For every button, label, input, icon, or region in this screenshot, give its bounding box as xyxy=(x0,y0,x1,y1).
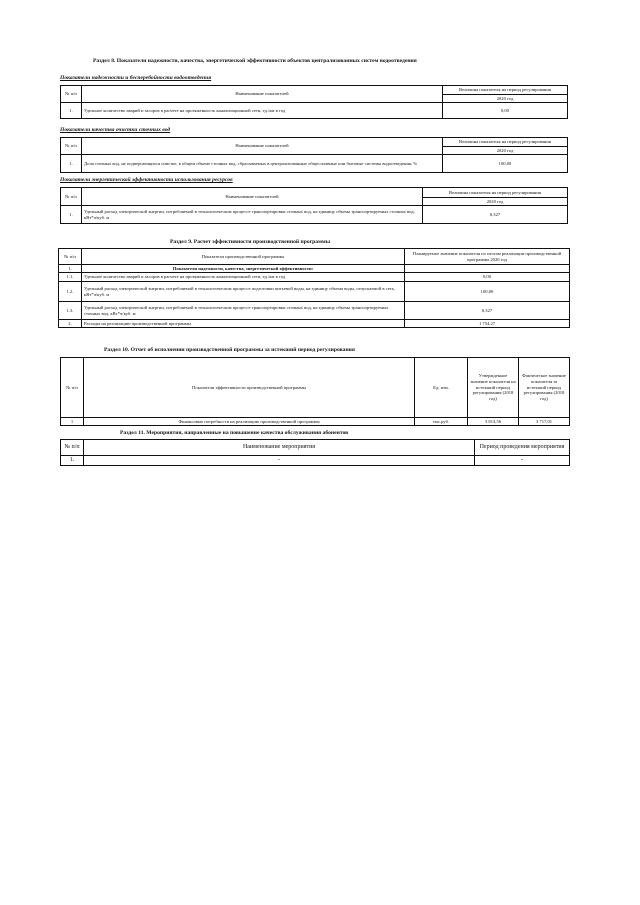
row-value xyxy=(405,265,570,273)
reliability-table xyxy=(60,85,568,119)
col-num-header: № п/п xyxy=(61,358,84,418)
col-num-header: № п/п xyxy=(61,86,82,103)
row-value: 100,00 xyxy=(405,282,570,302)
row-name: Доля сточных вод, не подвергающихся очистке, в общем объеме сточных вод, сбрасываемых в централизованные общесплавные или бытовые системы водоотведения, % xyxy=(82,155,443,173)
col-period-header: Период проведения мероприятия xyxy=(475,440,570,456)
row-num: 1. xyxy=(61,456,84,466)
col-num-header: № п/п xyxy=(61,138,82,155)
row-name: Показатели надежности, качества, энергетической эффективности: xyxy=(82,265,405,273)
table-row xyxy=(59,273,570,282)
col-num-header: № п/п xyxy=(59,249,82,265)
section-10-title: Раздел 10. Отчет об исполнении производственной программы за истекший период регулирования xyxy=(104,347,355,353)
col-name-header: Наименование показателей xyxy=(82,86,443,103)
col-num-header: № п/п xyxy=(61,440,84,456)
row-name: - xyxy=(84,456,475,466)
row-approved: 3 813,56 xyxy=(468,418,519,426)
row-value: 0,00 xyxy=(405,273,570,282)
table-row xyxy=(59,282,570,302)
col-name-header: Наименование показателей xyxy=(82,188,423,206)
year-header: 2020 год xyxy=(423,198,568,206)
row-name: Удельный расход электрической энергии, потребляемой в технологическом процессе транспортировки сточных вод, на единицу объема транспортируемых сточных вод, кВт*ч/куб. м xyxy=(82,302,405,320)
year-header: 2020 год xyxy=(443,147,568,155)
section-11-title: Раздел 11. Мероприятия, направленные на повышение качества обслуживания абонентов xyxy=(120,430,349,436)
row-name: Финансовые потребности на реализацию производственной программы xyxy=(84,418,415,426)
col-name-header: Наименование показателей xyxy=(82,138,443,155)
table-row xyxy=(61,103,568,119)
row-num: 1. xyxy=(61,103,82,119)
table-row xyxy=(59,302,570,320)
energy-subtitle: Показатели энергетической эффективности использования ресурсов xyxy=(60,177,233,183)
row-name: Удельный расход электрической энергии, потребляемой в технологическом процессе транспортировки сточных вод, на единицу объема транспортируемых сточных вод, кВт*ч/куб. м xyxy=(82,206,423,224)
row-period: - xyxy=(475,456,570,466)
row-num: 1. xyxy=(61,206,82,224)
table-row xyxy=(59,265,570,273)
reliability-subtitle: Показатели надежности и бесперебойности водоотведения xyxy=(60,75,212,81)
row-num: 1. xyxy=(59,265,82,273)
col-name-header: Показатели эффективности производственной программы xyxy=(84,358,415,418)
table-row xyxy=(61,206,568,224)
section-9-title: Раздел 9. Расчет эффективности производственной программы xyxy=(170,239,331,245)
report-table xyxy=(60,357,570,426)
row-name: Удельное количество аварий и засоров в расчете на протяженность канализационной сети, ед./км в год xyxy=(82,103,443,119)
row-value: 0,327 xyxy=(405,302,570,320)
table-row xyxy=(61,418,570,426)
row-num: 1.3. xyxy=(59,302,82,320)
row-num: 1.1. xyxy=(59,273,82,282)
col-unit-header: Ед. изм. xyxy=(415,358,468,418)
col-num-header: № п/п xyxy=(61,188,82,206)
measures-table xyxy=(60,439,570,466)
table-row xyxy=(61,155,568,173)
col-value-header: Величина показателя на период регулирования xyxy=(423,188,568,198)
quality-subtitle: Показатели качества очистки сточных вод xyxy=(60,127,171,133)
table-row xyxy=(59,320,570,328)
col-actual-header: Фактическое значение показателя за истекший период регулирования (2018 год) xyxy=(519,358,570,418)
col-approved-header: Утвержденное значение показателя на истекший период регулирования (2018 год) xyxy=(468,358,519,418)
row-num: 1 xyxy=(61,418,84,426)
row-name: Расходы на реализацию производственной программы xyxy=(82,320,405,328)
row-num: 2. xyxy=(59,320,82,328)
col-value-header: Величина показателя на период регулирования xyxy=(443,138,568,147)
row-actual: 3 717,01 xyxy=(519,418,570,426)
col-value-header: Планируемое значение показателя по итогам реализации производственной программы 2020 год xyxy=(405,249,570,265)
section-8-title: Раздел 8. Показатели надежности, качества, энергетической эффективности объектов централизованных систем водоотведения xyxy=(93,58,417,64)
row-value: 0,00 xyxy=(443,103,568,119)
row-value: 0,327 xyxy=(423,206,568,224)
energy-table xyxy=(60,187,568,224)
row-value: 1 754,27 xyxy=(405,320,570,328)
col-value-header: Величина показателя на период регулирования xyxy=(443,86,568,95)
year-header: 2020 год xyxy=(443,95,568,103)
row-unit: тыс.руб. xyxy=(415,418,468,426)
col-name-header: Показатели производственной программы xyxy=(82,249,405,265)
row-name: Удельный расход электрической энергии, потребляемой в технологическом процессе подготовки питьевой воды, на единицу объема воды, отпускаемой в сеть, кВт*ч/куб. м xyxy=(82,282,405,302)
row-value: 100,00 xyxy=(443,155,568,173)
efficiency-table xyxy=(58,248,570,328)
table-row xyxy=(61,456,570,466)
row-num: 1.2. xyxy=(59,282,82,302)
row-num: 1. xyxy=(61,155,82,173)
row-name: Удельное количество аварий и засоров в расчете на протяженность канализационной сети, ед./км в год xyxy=(82,273,405,282)
quality-table xyxy=(60,137,568,173)
col-name-header: Наименование мероприятия xyxy=(84,440,475,456)
